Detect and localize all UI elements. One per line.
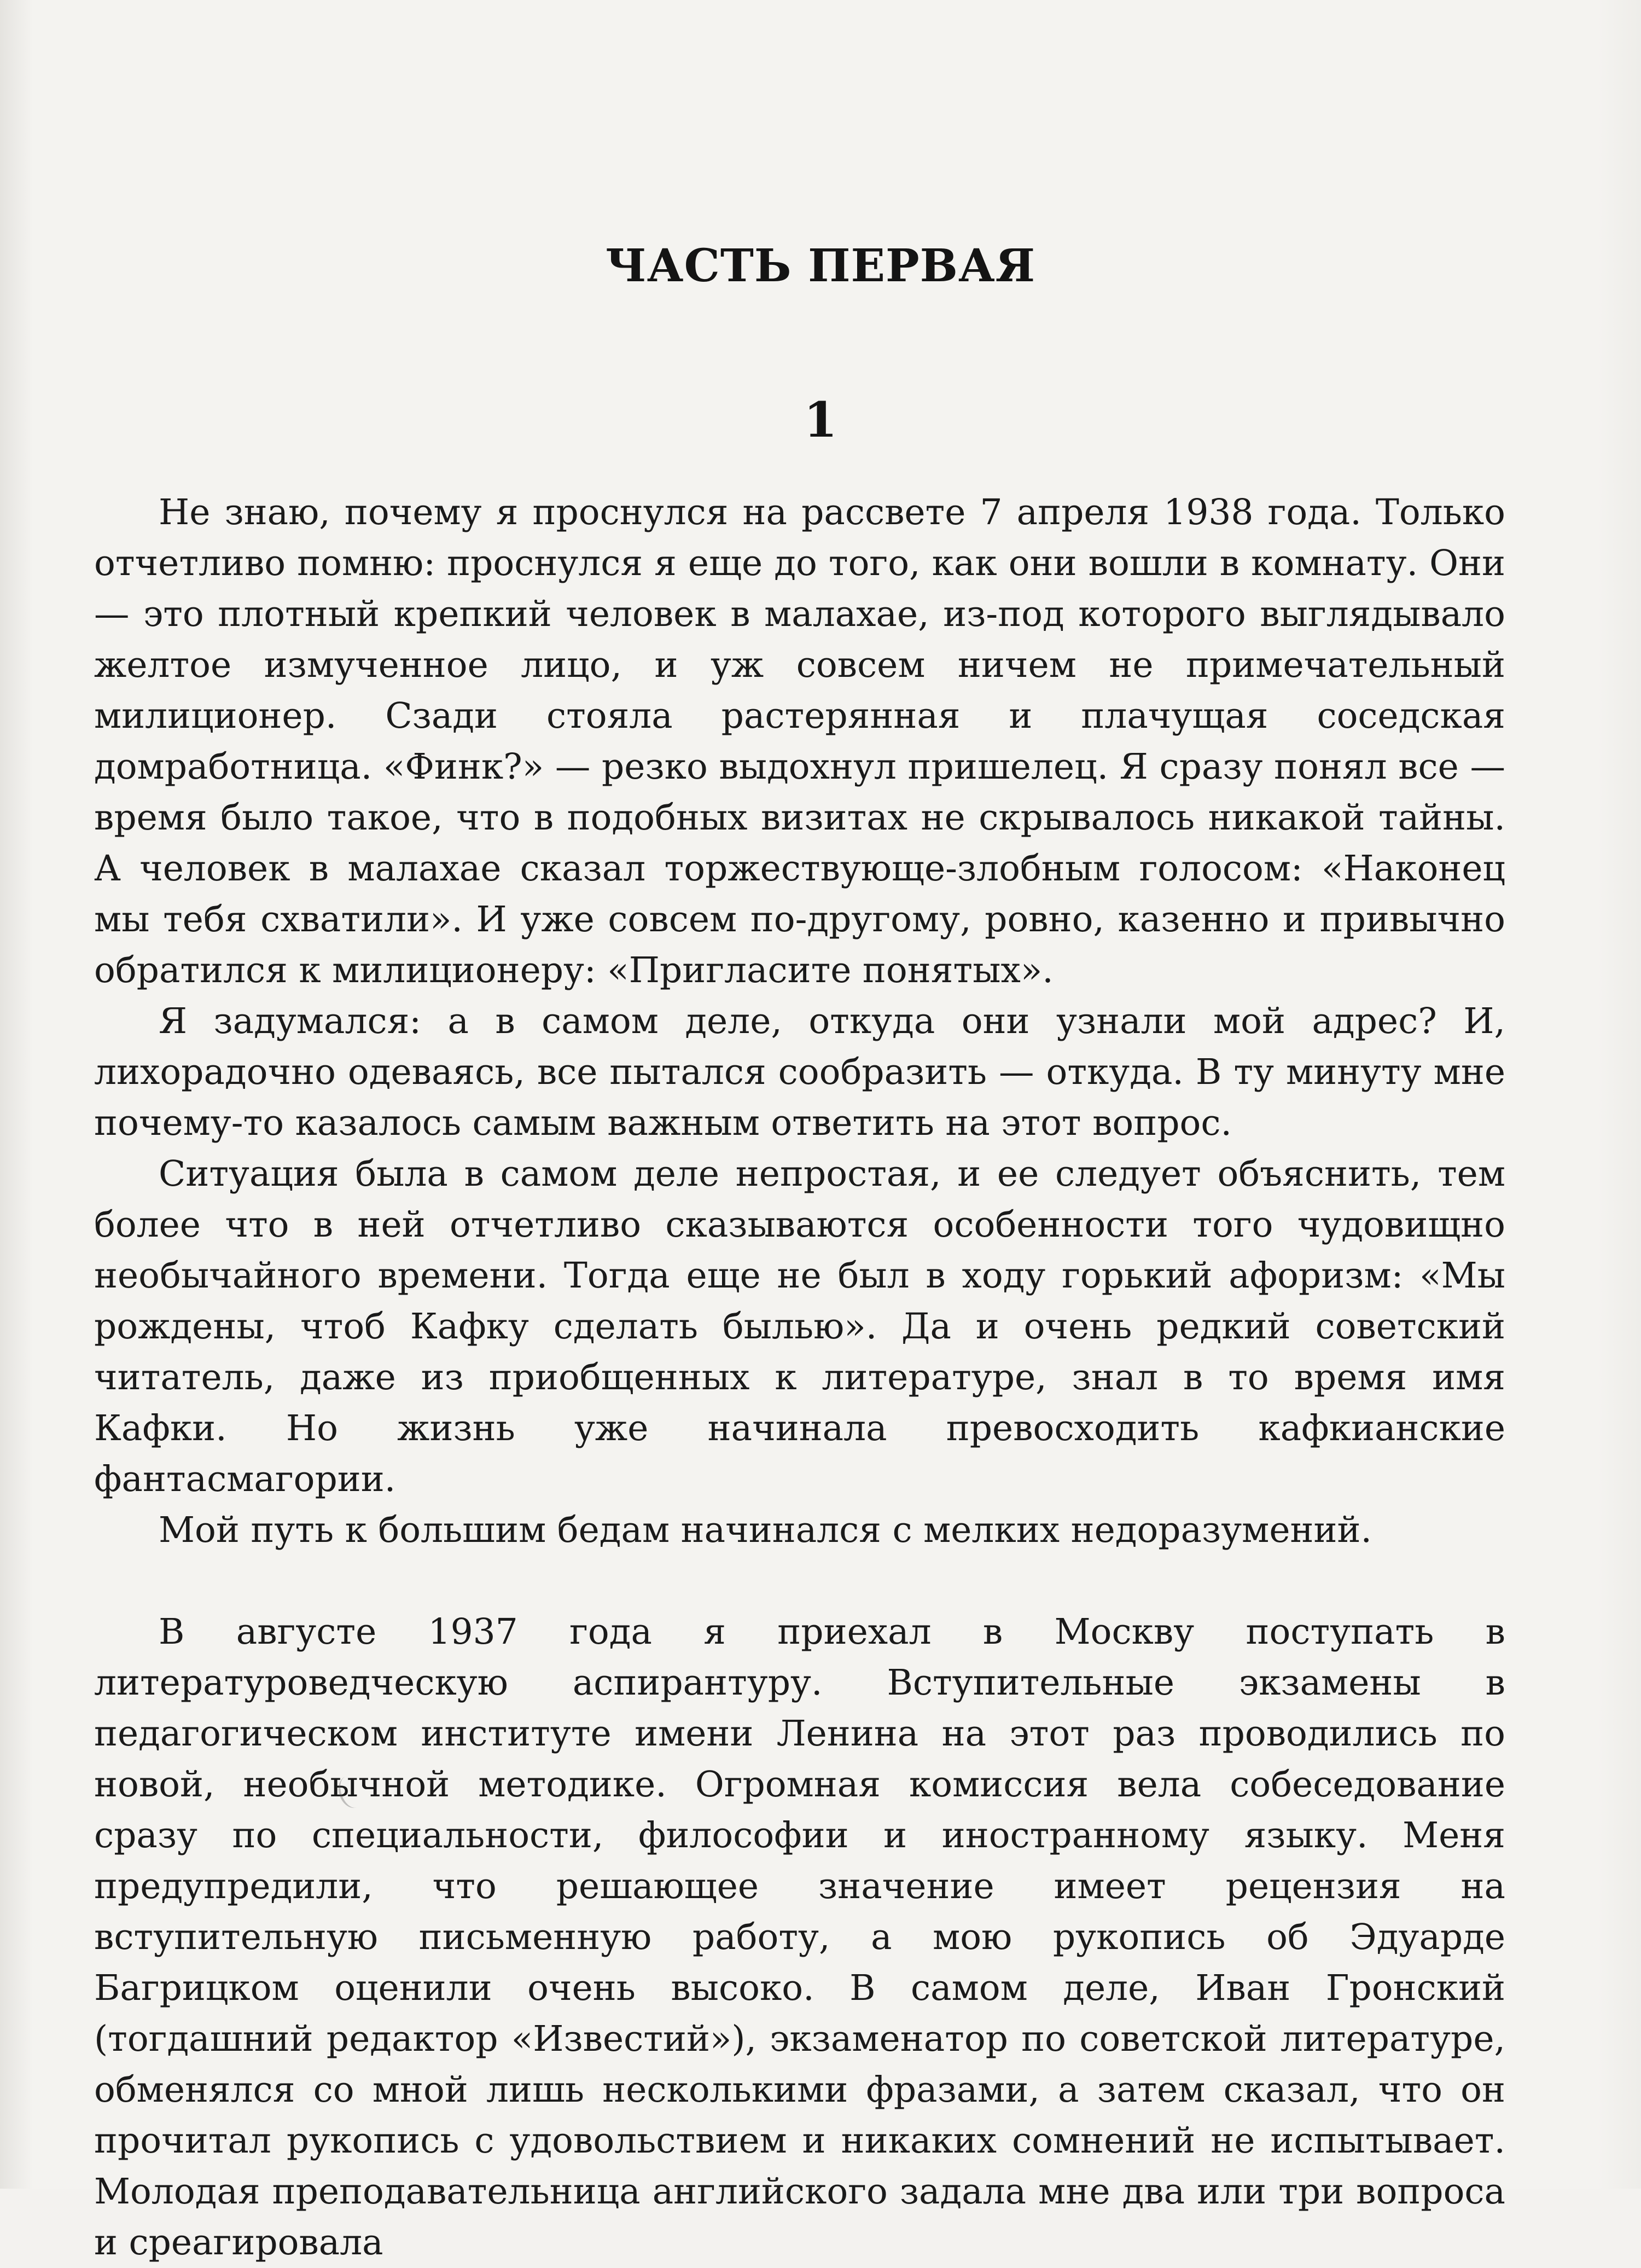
body-text (94, 487, 1505, 2268)
paragraph-3: Ситуация была в самом деле непростая, и ее следует объяснить, тем более что в ней отчетливо сказываются особенности того чудовищно необычайного времени. Тогда еще не был в ходу горький афоризм: «Мы рождены, чтоб Кафку сделать былью». Да и очень редкий советский читатель, даже из приобщенных к литературе, знал в то время имя Кафки. Но жизнь уже начинала превосходить кафкианские фантасмагории. (94, 1153, 1505, 1500)
paragraph-4: Мой путь к большим бедам начинался с мелких недоразумений. (159, 1510, 1372, 1551)
chapter-number: 1 (804, 391, 837, 448)
paragraph-1: Не знаю, почему я проснулся на рассвете 7 апреля 1938 года. Только отчетливо помню: проснулся я еще до того, как они вошли в комнату. Они — это плотный крепкий человек в малахае, из-под которого выглядывало желтое измученное лицо, и уж совсем ничем не примечательный милиционер. Сзади стояла растерянная и плачущая соседская домработница. «Финк?» — резко выдохнул пришелец. Я сразу понял все — время было такое, что в подобных визитах не скрывалось никакой тайны. А человек в малахае сказал торжествующе-злобным голосом: «Наконец мы тебя схватили». И уже совсем по-другому, ровно, казенно и привычно обратился к милиционеру: «Пригласите понятых». (94, 492, 1505, 991)
part-heading: ЧАСТЬ ПЕРВАЯ (605, 240, 1036, 292)
paragraph-2: Я задумался: а в самом деле, откуда они узнали мой адрес? И, лихорадочно одеваясь, все пытался сообразить — откуда. В ту минуту мне почему-то казалось самым важным ответить на этот вопрос. (94, 1001, 1505, 1144)
paragraph-5: В августе 1937 года я приехал в Москву поступать в литературоведческую аспирантуру. Вступительные экзамены в педагогическом институте имени Ленина на этот раз проводились по новой, необычной методике. Огромная комиссия вела собеседование сразу по специальности, философии и иностранному языку. Меня предупредили, что решающее значение имеет рецензия на вступительную письменную работу, а мою рукопись об Эдуарде Багрицком оценили очень высоко. В самом деле, Иван Гронский (тогдашний редактор «Известий»), экзаменатор по советской литературе, обменялся со мной лишь несколькими фразами, а затем сказал, что он прочитал рукопись с удовольствием и никаких сомнений не испытывает. Молодая преподавательница английского задала мне два или три вопроса и среагировала (94, 1611, 1505, 2263)
